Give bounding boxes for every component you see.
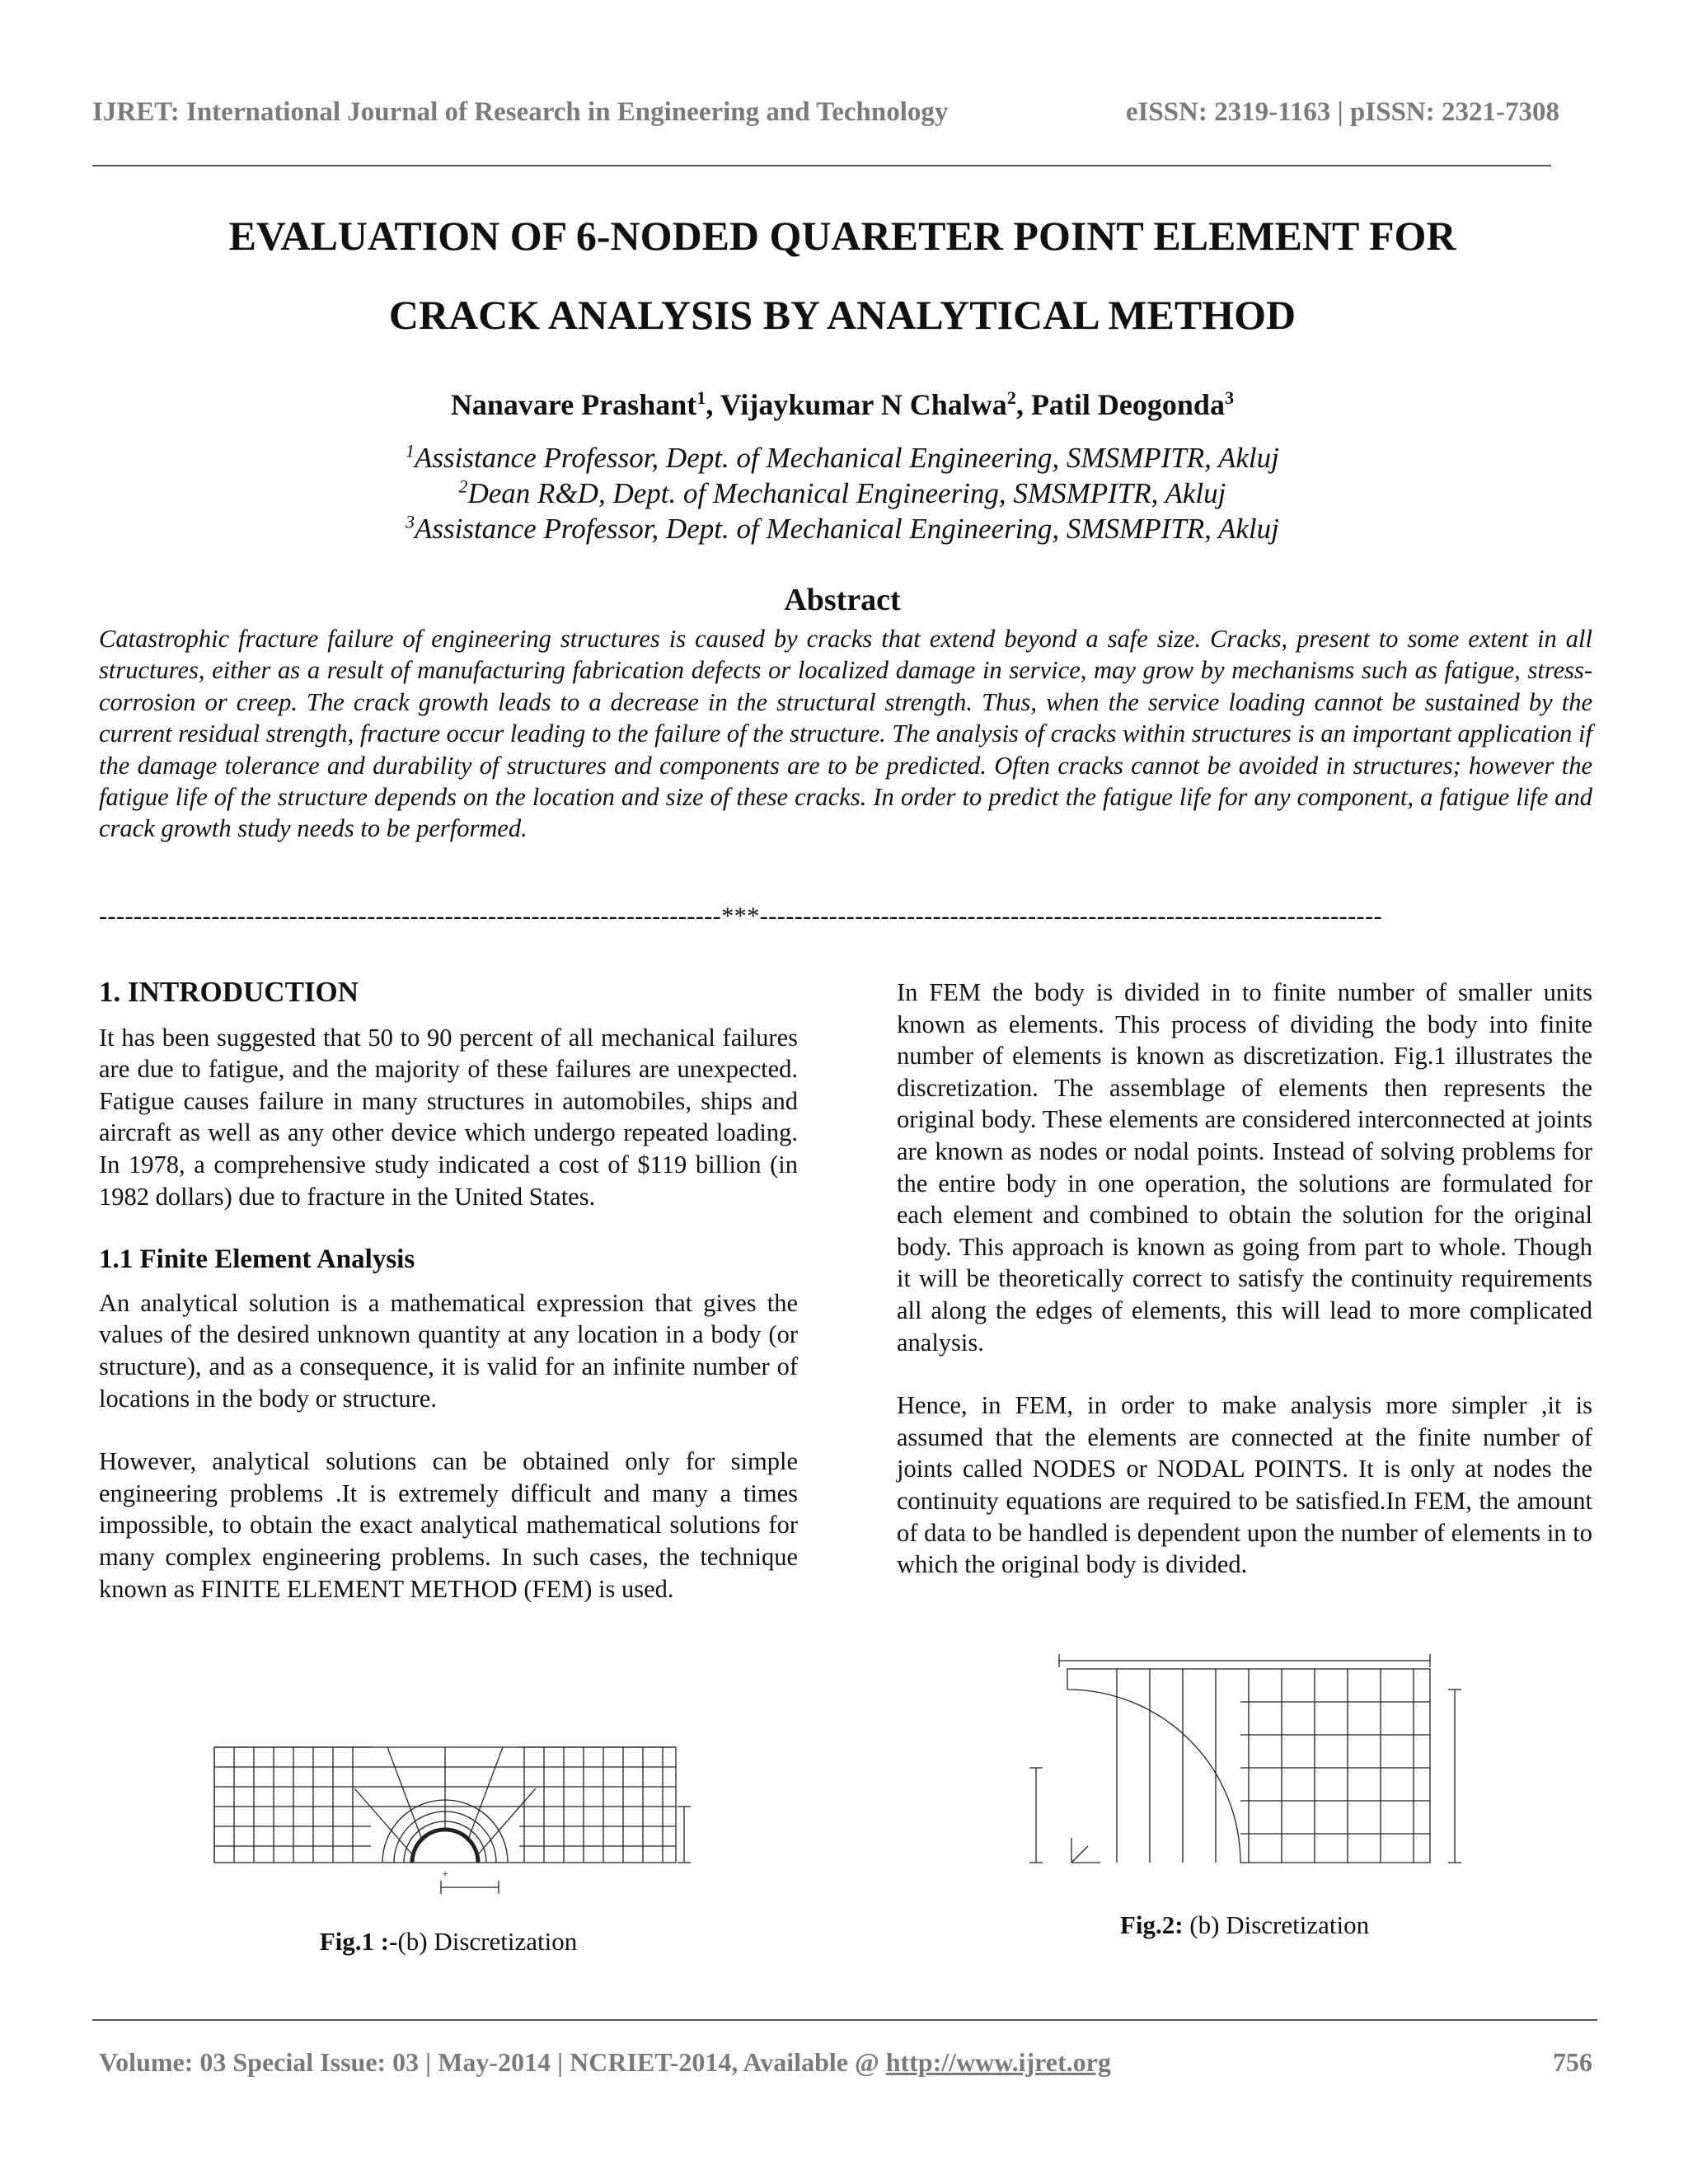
introduction-heading: 1. INTRODUCTION	[99, 976, 359, 1008]
affiliation-line	[92, 476, 1592, 511]
author-name: Patil Deogonda	[1030, 388, 1225, 421]
footer-text: Volume: 03 Special Issue: 03 | May-2014 | NCRIET-2014, Available @	[99, 2047, 886, 2077]
affiliation-sup: 2	[458, 476, 468, 497]
page-number: 756	[1553, 2047, 1592, 2077]
introduction-paragraph: It has been suggested that 50 to 90 percent of all mechanical failures are due to fatigue, and the majority of these failures are unexpected. Fatigue causes failure in many structures in automobiles, ships and aircraft as well as any other device which undergo repeated loading. In 1978, a comprehensive study indicated a cost of $119 billion (in 1982 dollars) due to fracture in the United States.	[99, 1023, 798, 1211]
fem-paragraph-1: In FEM the body is divided in to finite number of smaller units known as elements. This process of dividing the body into finite number of elements is known as discretization. Fig.1 illustrates the discretization. The assemblage of elements then represents the original body. These elements are considered interconnected at joints are known as nodes or nodal points. Instead of solving problems for the entire body in one operation, the solutions are formulated for each element and combined to obtain the solution for the original body. This approach is known as going from part to whole. Though it will be theoretically correct to satisfy the continuity requirements all along the edges of elements, this will lead to more complicated analysis.	[897, 978, 1592, 1357]
figure-2-mesh	[1018, 1652, 1496, 1883]
figure-1-caption-text: (b) Discretization	[397, 1927, 578, 1956]
footer-rule	[92, 2019, 1597, 2021]
journal-name: IJRET: International Journal of Research in Engineering and Technology	[92, 97, 949, 127]
affiliation-line	[92, 440, 1592, 476]
author-sup: 2	[1006, 387, 1016, 408]
affiliation-text: Assistance Professor, Dept. of Mechanical Engineering, SMSMPITR, Akluj	[414, 442, 1279, 474]
figure-2-caption	[897, 1910, 1592, 1940]
fea-paragraph-1: An analytical solution is a mathematical expression that gives the values of the desired unknown quantity at any location in a body (or structure), and as a consequence, it is valid for an infinite number of locations in the body or structure.	[99, 1288, 798, 1413]
page-footer	[99, 2047, 1592, 2078]
fem-paragraph-2: Hence, in FEM, in order to make analysis more simpler ,it is assumed that the elements are connected at the finite number of joints called NODES or NODAL POINTS. It is only at nodes the continuity equations are required to be satisfied.In FEM, the amount of data to be handled is dependent upon the number of elements in to which the original body is divided.	[897, 1391, 1592, 1579]
section-separator: ------------------------------------------------------------------------***------------------------------------------------------------------------	[99, 902, 1383, 930]
fea-paragraph-2: However, analytical solutions can be obtained only for simple engineering problems .It is extremely difficult and many a times impossible, to obtain the exact analytical mathematical solutions for many complex engineering problems. In such cases, the technique known as FINITE ELEMENT METHOD (FEM) is used.	[99, 1447, 798, 1603]
affiliation-text: Assistance Professor, Dept. of Mechanical Engineering, SMSMPITR, Akluj	[414, 513, 1279, 545]
figure-1-mesh	[206, 1731, 701, 1896]
journal-link[interactable]: http://www.ijret.org	[885, 2047, 1111, 2077]
right-column	[897, 977, 1592, 1612]
affiliation-sup: 1	[406, 441, 415, 462]
fea-heading: 1.1 Finite Element Analysis	[99, 1244, 415, 1275]
author-sup: 3	[1224, 387, 1235, 408]
title-line-2: CRACK ANALYSIS BY ANALYTICAL METHOD	[388, 292, 1296, 338]
figure-1-label: Fig.1 :-	[319, 1927, 398, 1956]
author-sep: ,	[706, 388, 720, 421]
author-list	[92, 387, 1592, 422]
author-sup: 1	[696, 387, 706, 408]
header-rule	[92, 165, 1551, 166]
author-name: Vijaykumar N Chalwa	[720, 388, 1007, 421]
figure-1-caption	[99, 1927, 798, 1957]
affiliations	[92, 440, 1592, 546]
author-name: Nanavare Prashant	[450, 388, 697, 421]
figure-2-caption-text: (b) Discretization	[1183, 1910, 1370, 1939]
fig2-grid	[1117, 1669, 1430, 1863]
paper-title	[92, 196, 1592, 354]
figure-2-label: Fig.2:	[1119, 1910, 1184, 1939]
issn: eISSN: 2319-1163 | pISSN: 2321-7308	[1125, 97, 1559, 127]
author-sep: ,	[1015, 388, 1031, 421]
affiliation-text: Dean R&D, Dept. of Mechanical Engineering, SMSMPITR, Akluj	[467, 477, 1226, 509]
left-column	[99, 977, 798, 1636]
svg-text:+: +	[442, 1868, 448, 1881]
abstract-heading: Abstract	[784, 583, 901, 617]
abstract-text: Catastrophic fracture failure of engineering structures is caused by cracks that extend beyond a safe size. Cracks, present to some extent in all structures, either as a result of manufacturing fabrication defects or localized damage in service, may grow by mechanisms such as fatigue, stress-corrosion or creep. The crack growth leads to a decrease in the structural strength. Thus, when the service loading cannot be sustained by the current residual strength, fracture occur leading to the failure of the structure. The analysis of cracks within structures is an important application if the damage tolerance and durability of structures and components are to be predicted. Often cracks cannot be avoided in structures; however the fatigue life of the structure depends on the location and size of these cracks. In order to predict the fatigue life for any component, a fatigue life and crack growth study needs to be performed.	[99, 625, 1592, 843]
journal-header	[92, 97, 1559, 128]
affiliation-sup: 3	[406, 512, 415, 532]
affiliation-line	[92, 511, 1592, 546]
title-line-1: EVALUATION OF 6-NODED QUARETER POINT ELEMENT FOR	[228, 213, 1456, 259]
